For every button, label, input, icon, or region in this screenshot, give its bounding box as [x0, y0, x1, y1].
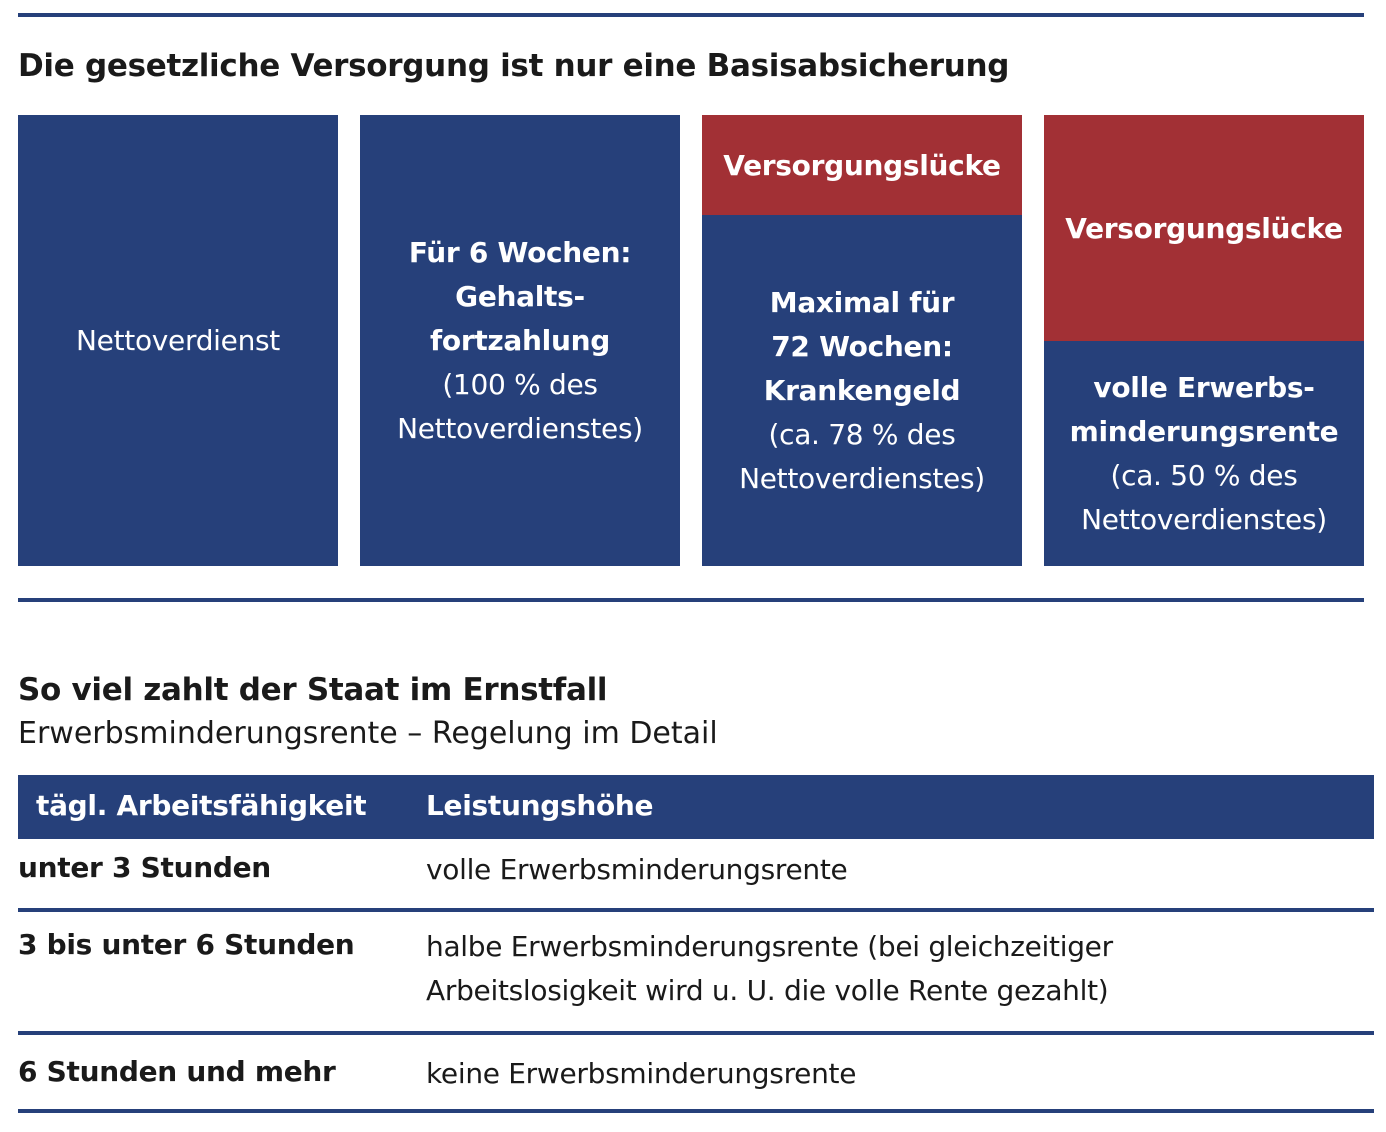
cell-line: Arbeitslosigkeit wird u. U. die volle Rente gezahlt) [426, 974, 1109, 1007]
section-title: So viel zahlt der Staat im Ernstfall [18, 672, 608, 708]
cell-line: keine Erwerbsminderungsrente [426, 1057, 857, 1090]
block-line: (ca. 78 % des [768, 417, 956, 451]
cell-ability: unter 3 Stunden [18, 851, 271, 884]
block-line: fortzahlung [430, 323, 610, 357]
block-line: Krankengeld [763, 373, 961, 407]
block-line: (100 % des [442, 367, 598, 401]
middle-rule [18, 598, 1364, 602]
block-nettoverdienst [18, 115, 338, 566]
cell-benefit [426, 848, 847, 892]
gap-block: Versorgungslücke [702, 115, 1022, 215]
cell-benefit [426, 925, 1113, 1013]
header-benefit: Leistungshöhe [426, 789, 654, 822]
cell-line: volle Erwerbsminderungsrente [426, 853, 848, 886]
column-nettoverdienst [18, 115, 338, 566]
block-line: minderungsrente [1069, 414, 1339, 448]
block-erwerbsminderungsrente [1044, 341, 1364, 566]
column-gehaltsfortzahlung [360, 115, 680, 566]
block-line: Nettoverdienstes) [739, 461, 985, 495]
diagram-title: Die gesetzliche Versorgung ist nur eine Basisabsicherung [18, 48, 1010, 84]
block-line: volle Erwerbs- [1093, 370, 1315, 404]
block-gehaltsfortzahlung [360, 115, 680, 566]
row-divider [18, 908, 1374, 912]
block-line: Nettoverdienstes) [1081, 502, 1327, 536]
block-krankengeld [702, 215, 1022, 566]
cell-ability: 3 bis unter 6 Stunden [18, 928, 355, 961]
table-header [18, 775, 1374, 839]
block-line: Maximal für [769, 285, 955, 319]
block-line: 72 Wochen: [771, 329, 953, 363]
block-line: Nettoverdienst [76, 323, 280, 357]
block-line: Gehalts- [455, 279, 585, 313]
block-line: Nettoverdienstes) [397, 411, 643, 445]
column-krankengeld [702, 115, 1022, 566]
cell-benefit [426, 1052, 856, 1096]
section-subtitle: Erwerbsminderungsrente – Regelung im Detail [18, 716, 718, 751]
column-erwerbsminderungsrente [1044, 115, 1364, 566]
row-divider [18, 1109, 1374, 1113]
gap-block: Versorgungslücke [1044, 115, 1364, 341]
top-rule [18, 13, 1364, 17]
cell-ability: 6 Stunden und mehr [18, 1055, 336, 1088]
cell-line: halbe Erwerbsminderungsrente (bei gleichzeitiger [426, 930, 1113, 963]
header-ability: tägl. Arbeitsfähigkeit [36, 789, 367, 822]
block-line: (ca. 50 % des [1110, 458, 1298, 492]
row-divider [18, 1031, 1374, 1035]
block-line: Für 6 Wochen: [408, 235, 632, 269]
